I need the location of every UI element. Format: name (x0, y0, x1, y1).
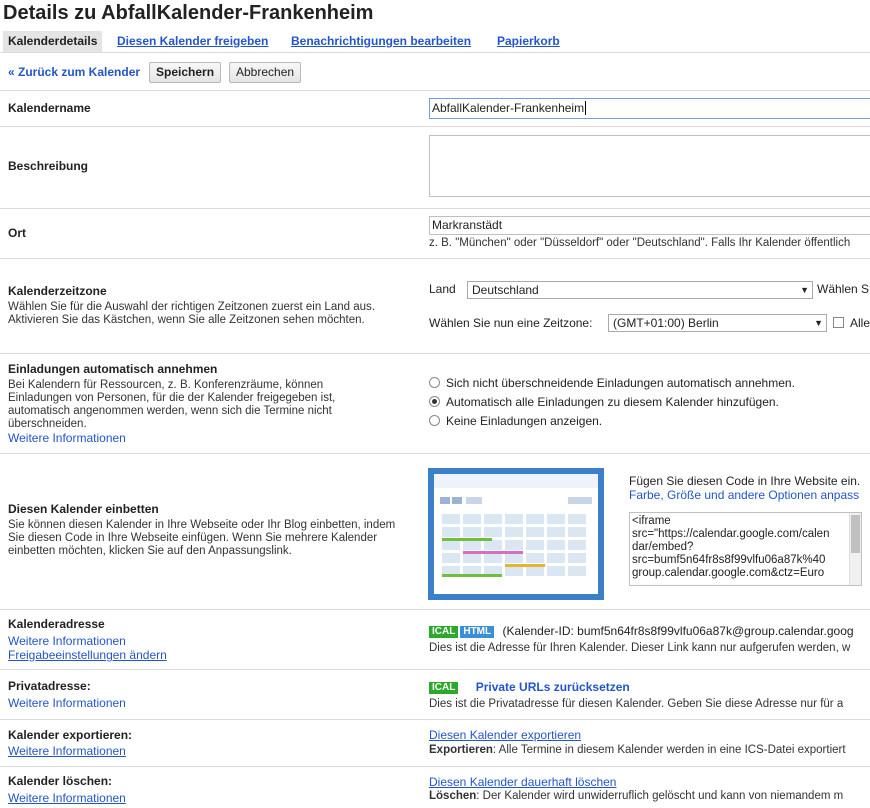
country-select[interactable]: Deutschland ▼ (467, 281, 813, 299)
page-title: Details zu AbfallKalender-Frankenheim (3, 2, 374, 24)
delete-description: Löschen: Der Kalender wird unwiderruflich gelöscht und kann von niemandem m (429, 790, 844, 802)
country-hint: Wählen S (817, 282, 870, 296)
scrollbar[interactable] (849, 513, 861, 585)
timezone-zone-label: Wählen Sie nun eine Zeitzone: (429, 316, 593, 330)
tab-notifications[interactable]: Benachrichtigungen bearbeiten (291, 34, 472, 48)
timezone-label: Kalenderzeitzone (8, 284, 107, 298)
embed-code-textarea[interactable]: <iframe src="https://calendar.google.com/calen dar/embed? src=bumf5n64fr8s8f99vlfu06a87k%40 group.calendar.google.com&ctz=Euro (629, 512, 862, 586)
dropdown-arrow-icon: ▼ (800, 285, 809, 295)
embed-description: Sie können diesen Kalender in Ihre Webseite oder Ihr Blog einbetten, indem Sie diesen Code in Ihre Webseite einfügen. Wenn Sie mehrere Kalender einbetten möchten, klicken Sie auf den Anpassungslink. (8, 519, 396, 557)
timezone-description: Wählen Sie für die Auswahl der richtigen Zeitzonen zuerst ein Land aus. Aktivieren Sie das Kästchen, wenn Sie alle Zeitzonen sehen möchten. (8, 301, 375, 326)
tab-share-calendar[interactable]: Diesen Kalender freigeben (117, 34, 269, 48)
timezone-row (0, 258, 870, 353)
embed-customize-link[interactable]: Farbe, Größe und andere Optionen anpass (629, 488, 860, 502)
address-more-info-link[interactable]: Weitere Informationen (8, 634, 126, 648)
location-label: Ort (8, 226, 26, 240)
calendar-embed-preview-icon (428, 468, 604, 600)
radio-no-invitations[interactable]: Keine Einladungen anzeigen. (429, 414, 602, 428)
location-row (0, 208, 870, 258)
calendar-name-row (0, 90, 870, 126)
embed-row (0, 453, 870, 609)
private-address-description: Dies ist die Privatadresse für diesen Kalender. Geben Sie diese Adresse nur für a (429, 698, 844, 710)
country-label: Land (429, 282, 456, 296)
calendar-address-row (0, 609, 870, 669)
calendar-id: (Kalender-ID: bumf5n64fr8s8f99vlfu06a87k@group.calendar.goog (502, 624, 854, 638)
calendar-name-input[interactable]: AbfallKalender-Frankenheim (429, 98, 870, 119)
invitations-more-info-link[interactable]: Weitere Informationen (8, 431, 126, 445)
delete-row (0, 766, 870, 808)
all-timezones-checkbox[interactable] (833, 317, 844, 328)
share-settings-link[interactable]: Freigabeeinstellungen ändern (8, 648, 167, 662)
description-textarea[interactable] (429, 135, 870, 197)
radio-circle-selected (429, 396, 440, 407)
reset-private-urls-link[interactable]: Private URLs zurücksetzen (475, 680, 630, 694)
export-description: Exportieren: Alle Termine in diesem Kalender werden in eine ICS-Datei exportiert (429, 744, 846, 756)
tab-bar (0, 31, 870, 53)
description-label: Beschreibung (8, 159, 89, 173)
description-row (0, 126, 870, 208)
timezone-select[interactable]: (GMT+01:00) Berlin ▼ (608, 314, 827, 332)
private-address-label: Privatadresse: (8, 679, 91, 693)
calendar-address-label: Kalenderadresse (8, 617, 105, 631)
ical-button[interactable]: ICAL (429, 682, 458, 694)
embed-instructions: Fügen Sie diesen Code in Ihre Website ein. (629, 474, 861, 488)
tab-trash[interactable]: Papierkorb (497, 34, 560, 48)
ical-button[interactable]: ICAL (429, 626, 458, 638)
invitations-description: Bei Kalendern für Ressourcen, z. B. Konferenzräume, können Einladungen von Personen, für die der Kalender freigegeben ist, automatisch angenommen werden, wenn sich die Termine nicht überschneiden. (8, 379, 336, 430)
export-row (0, 719, 870, 766)
private-badges (429, 680, 630, 694)
location-input[interactable]: Markranstädt (429, 216, 870, 235)
delete-calendar-link[interactable]: Diesen Kalender dauerhaft löschen (429, 775, 617, 789)
radio-accept-nonconflicting[interactable]: Sich nicht überschneidende Einladungen automatisch annehmen. (429, 376, 795, 390)
cancel-button[interactable]: Abbrechen (229, 62, 301, 83)
toolbar (0, 60, 870, 88)
export-more-info-link[interactable]: Weitere Informationen (8, 744, 126, 758)
radio-circle (429, 415, 440, 426)
delete-more-info-link[interactable]: Weitere Informationen (8, 791, 126, 805)
tab-calendar-details[interactable]: Kalenderdetails (3, 31, 102, 52)
export-calendar-link[interactable]: Diesen Kalender exportieren (429, 728, 582, 742)
back-to-calendar-link[interactable]: « Zurück zum Kalender (8, 65, 141, 79)
address-badges (429, 624, 854, 638)
delete-label: Kalender löschen: (8, 774, 113, 788)
export-label: Kalender exportieren: (8, 728, 133, 742)
radio-circle (429, 377, 440, 388)
invitations-row (0, 353, 870, 453)
private-more-info-link[interactable]: Weitere Informationen (8, 696, 126, 710)
location-hint: z. B. "München" oder "Düsseldorf" oder "Deutschland". Falls Ihr Kalender öffentlich (429, 237, 851, 249)
radio-add-all[interactable]: Automatisch alle Einladungen zu diesem Kalender hinzufügen. (429, 395, 779, 409)
embed-label: Diesen Kalender einbetten (8, 502, 159, 516)
save-button[interactable]: Speichern (149, 62, 221, 83)
html-button[interactable]: HTML (460, 626, 494, 638)
all-timezones-label: Alle (850, 316, 870, 330)
private-address-row (0, 669, 870, 719)
invitations-label: Einladungen automatisch annehmen (8, 362, 218, 376)
dropdown-arrow-icon: ▼ (814, 318, 823, 328)
calendar-name-label: Kalendername (8, 101, 91, 115)
calendar-address-description: Dies ist die Adresse für Ihren Kalender. Dieser Link kann nur aufgerufen werden, w (429, 642, 851, 654)
